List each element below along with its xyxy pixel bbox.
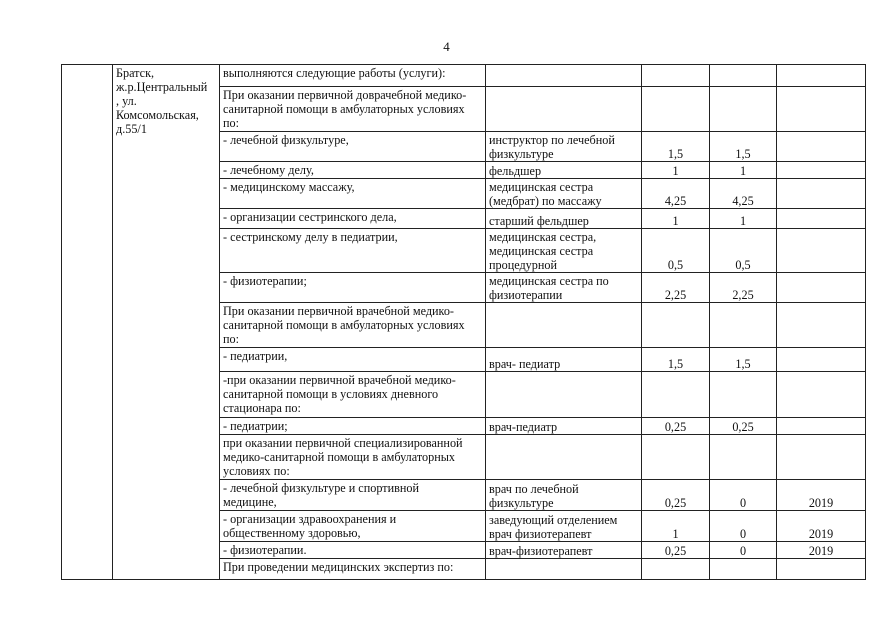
work-cell: При проведении медицинских экспертиз по:: [220, 559, 486, 580]
position-cell: медицинская сестра по физиотерапии: [486, 273, 642, 303]
work-cell: - организации здравоохранения и общественному здоровью,: [220, 511, 486, 542]
work-cell: - физиотерапии.: [220, 542, 486, 559]
address-cell: Братск, ж.р.Центральный , ул. Комсомольская, д.55/1: [113, 65, 220, 580]
count-cell: 1: [642, 209, 710, 229]
work-cell: - педиатрии,: [220, 348, 486, 372]
year-cell: [777, 209, 866, 229]
count-cell: 1,5: [642, 348, 710, 372]
count-cell: 0,25: [642, 418, 710, 435]
position-cell: [486, 435, 642, 480]
count-cell: 0: [710, 542, 777, 559]
count-cell: 0,25: [642, 480, 710, 511]
work-cell: - медицинскому массажу,: [220, 179, 486, 209]
count-cell: [642, 65, 710, 87]
position-cell: врач-педиатр: [486, 418, 642, 435]
page-number: 4: [443, 39, 450, 54]
year-cell: [777, 132, 866, 162]
position-cell: [486, 65, 642, 87]
year-cell: [777, 435, 866, 480]
count-cell: 4,25: [642, 179, 710, 209]
position-cell: медицинская сестра (медбрат) по массажу: [486, 179, 642, 209]
work-cell: - лечебному делу,: [220, 162, 486, 179]
year-cell: 2019: [777, 511, 866, 542]
work-cell: -при оказании первичной врачебной медико-санитарной помощи в условиях дневного стационара по:: [220, 372, 486, 418]
position-cell: [486, 87, 642, 132]
count-cell: [710, 435, 777, 480]
count-cell: [642, 372, 710, 418]
count-cell: 1,5: [642, 132, 710, 162]
count-cell: [642, 87, 710, 132]
count-cell: 2,25: [642, 273, 710, 303]
count-cell: 0,5: [710, 229, 777, 273]
position-cell: врач- педиатр: [486, 348, 642, 372]
work-cell: - физиотерапии;: [220, 273, 486, 303]
count-cell: [710, 65, 777, 87]
count-cell: [642, 303, 710, 348]
year-cell: [777, 348, 866, 372]
year-cell: 2019: [777, 480, 866, 511]
position-cell: инструктор по лечебной физкультуре: [486, 132, 642, 162]
count-cell: 0,25: [642, 542, 710, 559]
count-cell: 1: [710, 209, 777, 229]
count-cell: 0,5: [642, 229, 710, 273]
count-cell: 1: [710, 162, 777, 179]
licence-table: [61, 64, 866, 580]
year-cell: [777, 179, 866, 209]
count-cell: 1,5: [710, 132, 777, 162]
position-cell: заведующий отделением врач физиотерапевт: [486, 511, 642, 542]
position-cell: [486, 303, 642, 348]
table-row: [62, 65, 866, 87]
count-cell: 0,25: [710, 418, 777, 435]
count-cell: [642, 559, 710, 580]
position-cell: [486, 559, 642, 580]
position-cell: медицинская сестра, медицинская сестра процедурной: [486, 229, 642, 273]
work-cell: - сестринскому делу в педиатрии,: [220, 229, 486, 273]
work-cell: - педиатрии;: [220, 418, 486, 435]
count-cell: 1: [642, 162, 710, 179]
work-cell: При оказании первичной доврачебной медико-санитарной помощи в амбулаторных условиях по:: [220, 87, 486, 132]
year-cell: [777, 273, 866, 303]
work-cell: При оказании первичной врачебной медико-санитарной помощи в амбулаторных условиях по:: [220, 303, 486, 348]
position-cell: старший фельдшер: [486, 209, 642, 229]
count-cell: [710, 559, 777, 580]
index-cell: [62, 65, 113, 580]
count-cell: [710, 303, 777, 348]
count-cell: 0: [710, 480, 777, 511]
work-cell: - организации сестринского дела,: [220, 209, 486, 229]
year-cell: [777, 372, 866, 418]
work-cell: - лечебной физкультуре и спортивной медицине,: [220, 480, 486, 511]
count-cell: [642, 435, 710, 480]
count-cell: 1,5: [710, 348, 777, 372]
position-cell: фельдшер: [486, 162, 642, 179]
position-cell: врач по лечебной физкультуре: [486, 480, 642, 511]
count-cell: [710, 87, 777, 132]
count-cell: 1: [642, 511, 710, 542]
work-cell: выполняются следующие работы (услуги):: [220, 65, 486, 87]
year-cell: [777, 65, 866, 87]
position-cell: врач-физиотерапевт: [486, 542, 642, 559]
year-cell: [777, 87, 866, 132]
count-cell: 2,25: [710, 273, 777, 303]
count-cell: 4,25: [710, 179, 777, 209]
year-cell: [777, 559, 866, 580]
year-cell: [777, 229, 866, 273]
count-cell: 0: [710, 511, 777, 542]
year-cell: [777, 418, 866, 435]
work-cell: при оказании первичной специализированной медико-санитарной помощи в амбулаторных условиях по:: [220, 435, 486, 480]
count-cell: [710, 372, 777, 418]
work-cell: - лечебной физкультуре,: [220, 132, 486, 162]
position-cell: [486, 372, 642, 418]
year-cell: 2019: [777, 542, 866, 559]
year-cell: [777, 303, 866, 348]
year-cell: [777, 162, 866, 179]
